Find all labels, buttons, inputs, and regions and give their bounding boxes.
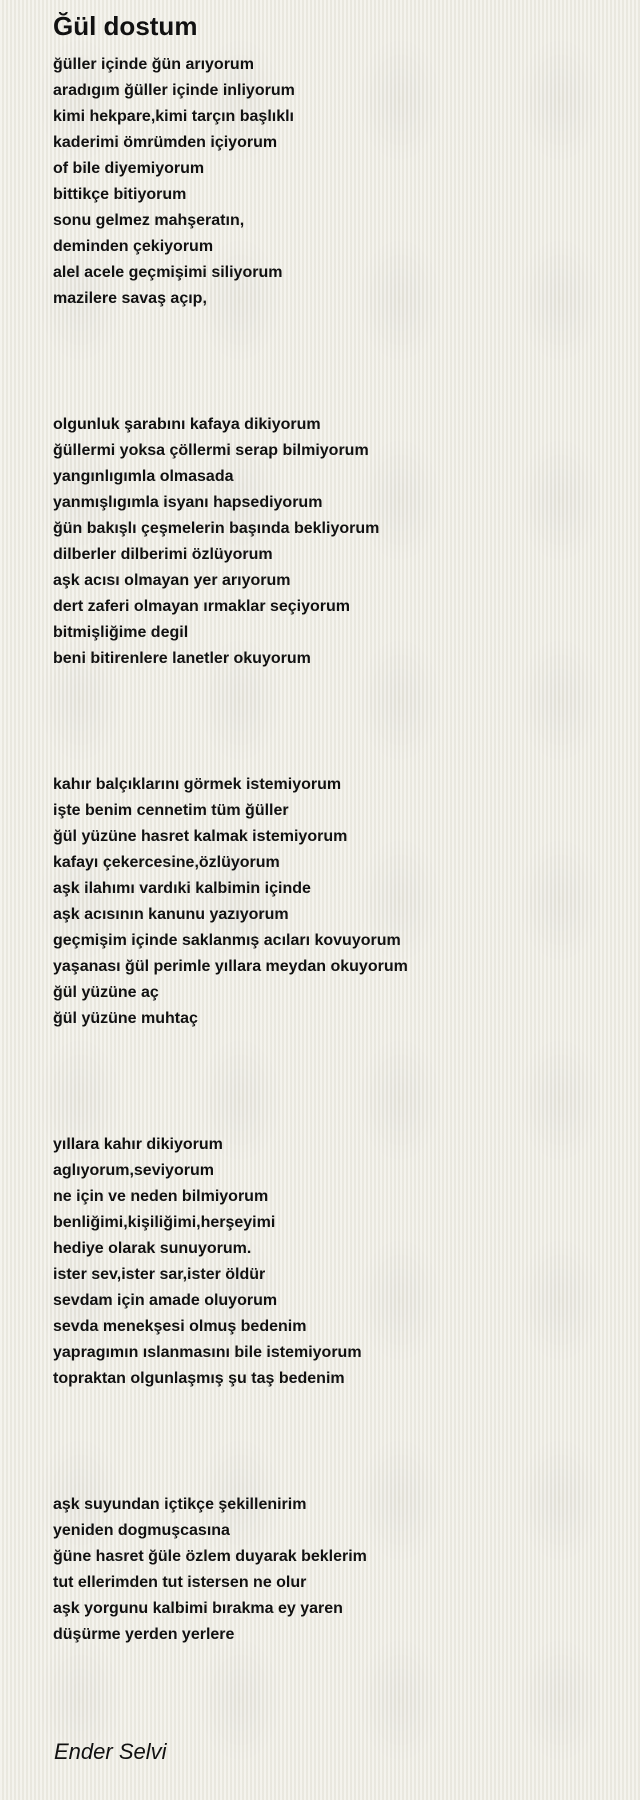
poem-title: Ğül dostum [53,11,198,41]
poem-line: ğün bakışlı çeşmelerin başında bekliyorum [53,520,380,537]
stanza [53,1132,613,1392]
poem-line: benliğimi,kişiliğimi,herşeyimi [53,1214,276,1231]
poem-body [53,52,613,1748]
poem-line: of bile diyemiyorum [53,160,205,177]
poem-line: düşürme yerden yerlere [53,1626,235,1643]
poem-line: ğüller içinde ğün arıyorum [53,56,254,73]
poem-line: aşk yorgunu kalbimi bırakma ey yaren [53,1600,343,1617]
poem-line: mazilere savaş açıp, [53,290,207,307]
poem-line: olgunluk şarabını kafaya dikiyorum [53,416,321,433]
poem-line: ne için ve neden bilmiyorum [53,1188,269,1205]
poem-line: aradıgım ğüller içinde inliyorum [53,82,295,99]
poem-line: kahır balçıklarını görmek istemiyorum [53,776,342,793]
poem-line: ğül yüzüne hasret kalmak istemiyorum [53,828,348,845]
poem-line: sevdam için amade oluyorum [53,1292,278,1309]
poem-line: sevda menekşesi olmuş bedenim [53,1318,307,1335]
poem-line: topraktan olgunlaşmış şu taş bedenim [53,1370,345,1387]
stanza [53,772,613,1032]
poem-line: ğüne hasret ğüle özlem duyarak beklerim [53,1548,367,1565]
stanza [53,52,613,312]
poem-line: dilberler dilberimi özlüyorum [53,546,273,563]
poem-line: aşk acısı olmayan yer arıyorum [53,572,291,589]
poem-line: aşk ilahımı vardıki kalbimin içinde [53,880,311,897]
poem-line: hediye olarak sunuyorum. [53,1240,252,1257]
poem-line: bittikçe bitiyorum [53,186,187,203]
poem-line: yıllara kahır dikiyorum [53,1136,223,1153]
poem-line: yanmışlıgımla isyanı hapsediyorum [53,494,323,511]
poem-line: deminden çekiyorum [53,238,214,255]
stanza [53,1492,613,1648]
poem-line: dert zaferi olmayan ırmaklar seçiyorum [53,598,351,615]
poem-line: aşk suyundan içtikçe şekillenirim [53,1496,307,1513]
poem-line: sonu gelmez mahşeratın, [53,212,245,229]
poem-line: ğül yüzüne aç [53,984,159,1001]
poem-line: aşk acısının kanunu yazıyorum [53,906,289,923]
poem-line: işte benim cennetim tüm ğüller [53,802,289,819]
poem-line: kaderimi ömrümden içiyorum [53,134,278,151]
poem-line: ister sev,ister sar,ister öldür [53,1266,266,1283]
stanza [53,412,613,672]
poem-line: ğül yüzüne muhtaç [53,1010,198,1027]
poem-line: kafayı çekercesine,özlüyorum [53,854,280,871]
poem-line: ğüllermi yoksa çöllermi serap bilmiyorum [53,442,369,459]
poem-line: yangınlıgımla olmasada [53,468,234,485]
poem-line: aglıyorum,seviyorum [53,1162,214,1179]
poem-line: yaşanası ğül perimle yıllara meydan okuyorum [53,958,408,975]
poem-line: alel acele geçmişimi siliyorum [53,264,283,281]
poem-line: geçmişim içinde saklanmış acıları kovuyorum [53,932,401,949]
poem-line: beni bitirenlere lanetler okuyorum [53,650,311,667]
poem-line: yeniden dogmuşcasına [53,1522,230,1539]
poem-line: bitmişliğime degil [53,624,189,641]
poem-line: yapragımın ıslanmasını bile istemiyorum [53,1344,362,1361]
author-signature: Ender Selvi [54,1739,167,1764]
poem-line: tut ellerimden tut istersen ne olur [53,1574,307,1591]
poem-line: kimi hekpare,kimi tarçın başlıklı [53,108,294,125]
